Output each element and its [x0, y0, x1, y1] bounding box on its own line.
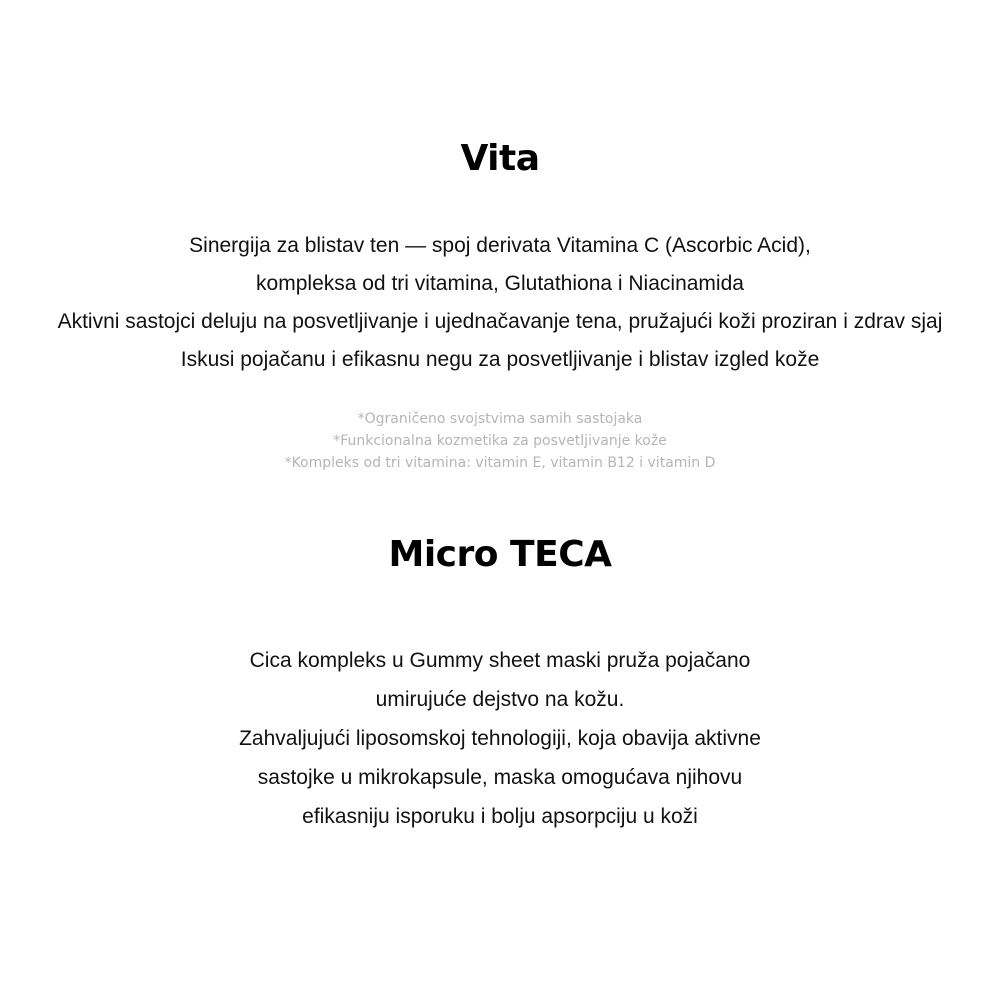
vita-footnote: *Kompleks od tri vitamina: vitamin E, vitamin B12 i vitamin D — [284, 455, 716, 471]
micro-teca-title: Micro TECA — [388, 534, 612, 575]
micro-teca-description-line: Zahvaljujući liposomskoj tehnologiji, koja obavija aktivne — [239, 727, 761, 750]
vita-footnote: *Funkcionalna kozmetika za posvetljivanje kože — [333, 433, 667, 449]
vita-description-line: kompleksa od tri vitamina, Glutathiona i Niacinamida — [256, 272, 744, 295]
vita-description-line: Aktivni sastojci deluju na posvetljivanje i ujednačavanje tena, pružajući koži proziran i zdrav sjaj — [57, 310, 943, 333]
vita-description-line: Sinergija za blistav ten — spoj derivata Vitamina C (Ascorbic Acid), — [189, 234, 811, 257]
vita-footnote: *Ograničeno svojstvima samih sastojaka — [357, 411, 643, 427]
micro-teca-description-line: sastojke u mikrokapsule, maska omogućava njihovu — [257, 766, 743, 789]
vita-description-line: Iskusi pojačanu i efikasnu negu za posvetljivanje i blistav izgled kože — [180, 348, 820, 371]
micro-teca-description-line: Cica kompleks u Gummy sheet maski pruža pojačano — [249, 649, 751, 672]
vita-title: Vita — [460, 138, 540, 179]
micro-teca-description-line: umirujuće dejstvo na kožu. — [375, 688, 625, 711]
micro-teca-description-line: efikasniju isporuku i bolju apsorpciju u koži — [302, 805, 698, 828]
